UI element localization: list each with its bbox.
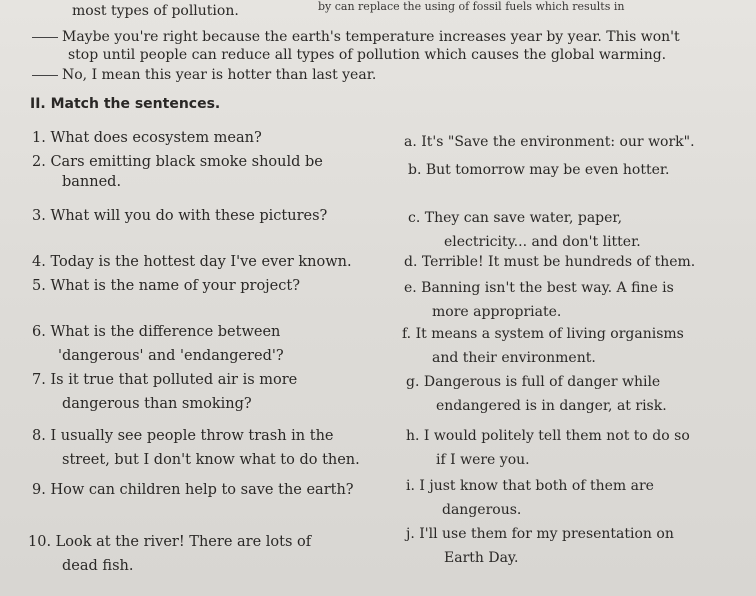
question-line: banned. bbox=[62, 174, 122, 190]
question-line: 1. What does ecosystem mean? bbox=[32, 130, 262, 146]
question-line: 2. Cars emitting black smoke should be bbox=[32, 154, 323, 170]
top-line-3: stop until people can reduce all types of pollution which causes the global warming. bbox=[68, 47, 667, 63]
question-8 bbox=[32, 424, 360, 472]
question-line: dangerous than smoking? bbox=[62, 396, 252, 412]
answer-f bbox=[402, 322, 684, 370]
answer-line: i. I just know that both of them are bbox=[406, 478, 654, 494]
answer-line: e. Banning isn't the best way. A fine is bbox=[404, 280, 674, 296]
answer-j bbox=[406, 522, 674, 570]
answer-line: electricity... and don't litter. bbox=[444, 234, 641, 250]
top-line-4-text: No, I mean this year is hotter than last year. bbox=[62, 67, 377, 83]
answer-line: d. Terrible! It must be hundreds of them. bbox=[404, 254, 696, 270]
answer-line: a. It's "Save the environment: our work". bbox=[404, 134, 695, 150]
answer-a bbox=[404, 130, 695, 154]
answer-h bbox=[406, 424, 690, 472]
question-3 bbox=[32, 204, 327, 228]
answer-line: f. It means a system of living organisms bbox=[402, 326, 684, 342]
answer-line: dangerous. bbox=[442, 502, 522, 518]
question-7 bbox=[32, 368, 297, 416]
question-5 bbox=[32, 274, 300, 298]
question-9 bbox=[32, 478, 354, 502]
top-line-2 bbox=[32, 28, 680, 46]
question-line: 5. What is the name of your project? bbox=[32, 278, 300, 294]
answer-line: j. I'll use them for my presentation on bbox=[406, 526, 674, 542]
question-line: 3. What will you do with these pictures? bbox=[32, 208, 328, 224]
answer-blank[interactable] bbox=[32, 75, 58, 76]
question-line: 10. Look at the river! There are lots of bbox=[28, 534, 312, 550]
answer-line: endangered is in danger, at risk. bbox=[436, 398, 667, 414]
answer-line: c. They can save water, paper, bbox=[408, 210, 623, 226]
answer-g bbox=[406, 370, 667, 418]
question-line: 8. I usually see people throw trash in the bbox=[32, 428, 334, 444]
question-line: street, but I don't know what to do then. bbox=[62, 452, 360, 468]
answer-line: g. Dangerous is full of danger while bbox=[406, 374, 661, 390]
question-1 bbox=[32, 126, 262, 150]
answer-i bbox=[406, 474, 654, 522]
question-10 bbox=[28, 530, 311, 578]
answer-line: if I were you. bbox=[436, 452, 530, 468]
answer-line: h. I would politely tell them not to do so bbox=[406, 428, 690, 444]
answer-blank[interactable] bbox=[32, 37, 58, 38]
top-line-1-left: most types of pollution. bbox=[72, 3, 239, 19]
question-line: 'dangerous' and 'endangered'? bbox=[58, 348, 284, 364]
question-4 bbox=[32, 250, 352, 274]
answer-d bbox=[404, 250, 695, 274]
top-line-4 bbox=[32, 66, 376, 84]
question-line: 6. What is the difference between bbox=[32, 324, 281, 340]
question-2 bbox=[32, 150, 323, 194]
answer-e bbox=[404, 276, 674, 324]
question-line: 4. Today is the hottest day I've ever known. bbox=[32, 254, 352, 270]
answer-line: b. But tomorrow may be even hotter. bbox=[408, 162, 670, 178]
answer-line: more appropriate. bbox=[432, 304, 562, 320]
question-line: dead fish. bbox=[62, 558, 134, 574]
top-line-2-text: Maybe you're right because the earth's temperature increases year by year. This won't bbox=[62, 29, 680, 45]
section-heading: II. Match the sentences. bbox=[30, 96, 221, 112]
answer-line: and their environment. bbox=[432, 350, 596, 366]
question-line: 9. How can children help to save the earth? bbox=[32, 482, 354, 498]
answer-b bbox=[408, 158, 669, 182]
question-6 bbox=[32, 320, 284, 368]
top-line-1-right: by can replace the using of fossil fuels which results in bbox=[318, 0, 625, 13]
answer-c bbox=[408, 206, 641, 254]
question-line: 7. Is it true that polluted air is more bbox=[32, 372, 298, 388]
answer-line: Earth Day. bbox=[444, 550, 519, 566]
